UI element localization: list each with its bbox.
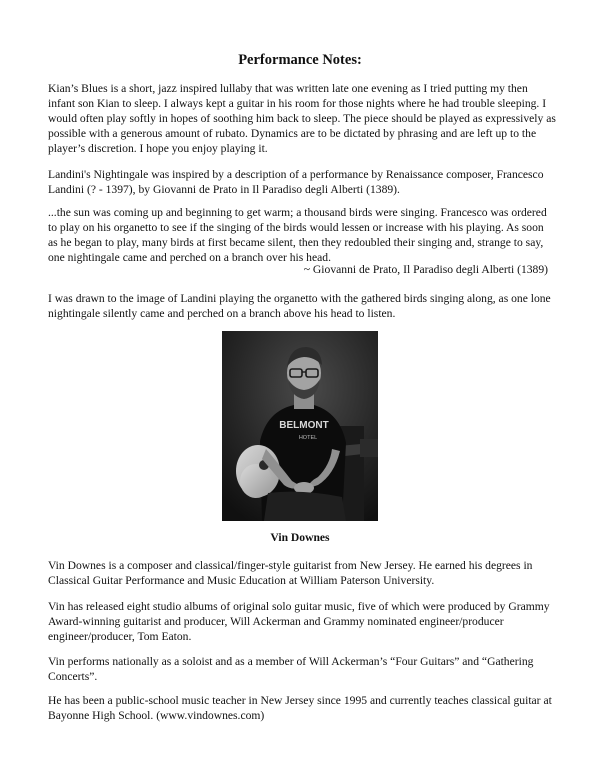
quote-block: ...the sun was coming up and beginning to get warm; a thousand birds were singing. Francesco was ordered to play on his organetto to see if the singing of the birds would lessen or increase with his playing. As soon as he began to play, many birds at first became silent, then they redoubled their singing and, strange to say, one nightingale came and perched on a branch over his head. <box>48 206 547 264</box>
paragraph-landinis-nightingale: Landini's Nightingale was inspired by a description of a performance by Renaissance composer, Francesco Landini (? - 1397), by Giovanni de Prato in Il Paradiso degli Alberti (1389). <box>48 168 544 196</box>
portrait-photo <box>222 331 378 521</box>
shirt-text-2: HOTEL <box>298 435 318 441</box>
bio-paragraph-1: Vin Downes is a composer and classical/finger-style guitarist from New Jersey. He earned his degrees in Classical Guitar Performance and Music Education at William Paterson University. <box>48 559 533 587</box>
bio-paragraph-4: He has been a public-school music teacher in New Jersey since 1995 and currently teaches classical guitar at Bayonne High School. (www.vindownes.com) <box>48 694 552 722</box>
photo-caption: Vin Downes <box>270 531 330 544</box>
paragraph-organetto-image: I was drawn to the image of Landini playing the organetto with the gathered birds singing along, as one lone nightingale silently came and perched on a branch above his head to listen. <box>48 292 551 320</box>
bio-paragraph-2: Vin has released eight studio albums of original solo guitar music, five of which were produced by Grammy Award-winning guitarist and producer, Will Ackerman and Grammy nominated engineer/producer engineer/producer, Tom Eaton. <box>48 600 550 643</box>
paragraph-kians-blues: Kian’s Blues is a short, jazz inspired lullaby that was written late one evening as I tried putting my then infant son Kian to sleep. I always kept a guitar in his room for those nights where he had trouble sleeping. I would often play softly in hopes of soothing him back to sleep. The piece should be played as expressively as possible with a generous amount of rubato. Dynamics are to be dictated by phrasing and are left up to the player’s discretion. I hope you enjoy playing it. <box>48 82 556 155</box>
shirt-text: BELMONT <box>279 420 329 431</box>
page-title: Performance Notes: <box>238 52 362 68</box>
bio-paragraph-3: Vin performs nationally as a soloist and as a member of Will Ackerman’s “Four Guitars” and “Gathering Concerts”. <box>48 655 534 683</box>
quote-attribution: ~ Giovanni de Prato, Il Paradiso degli Alberti (1389) <box>303 263 548 276</box>
